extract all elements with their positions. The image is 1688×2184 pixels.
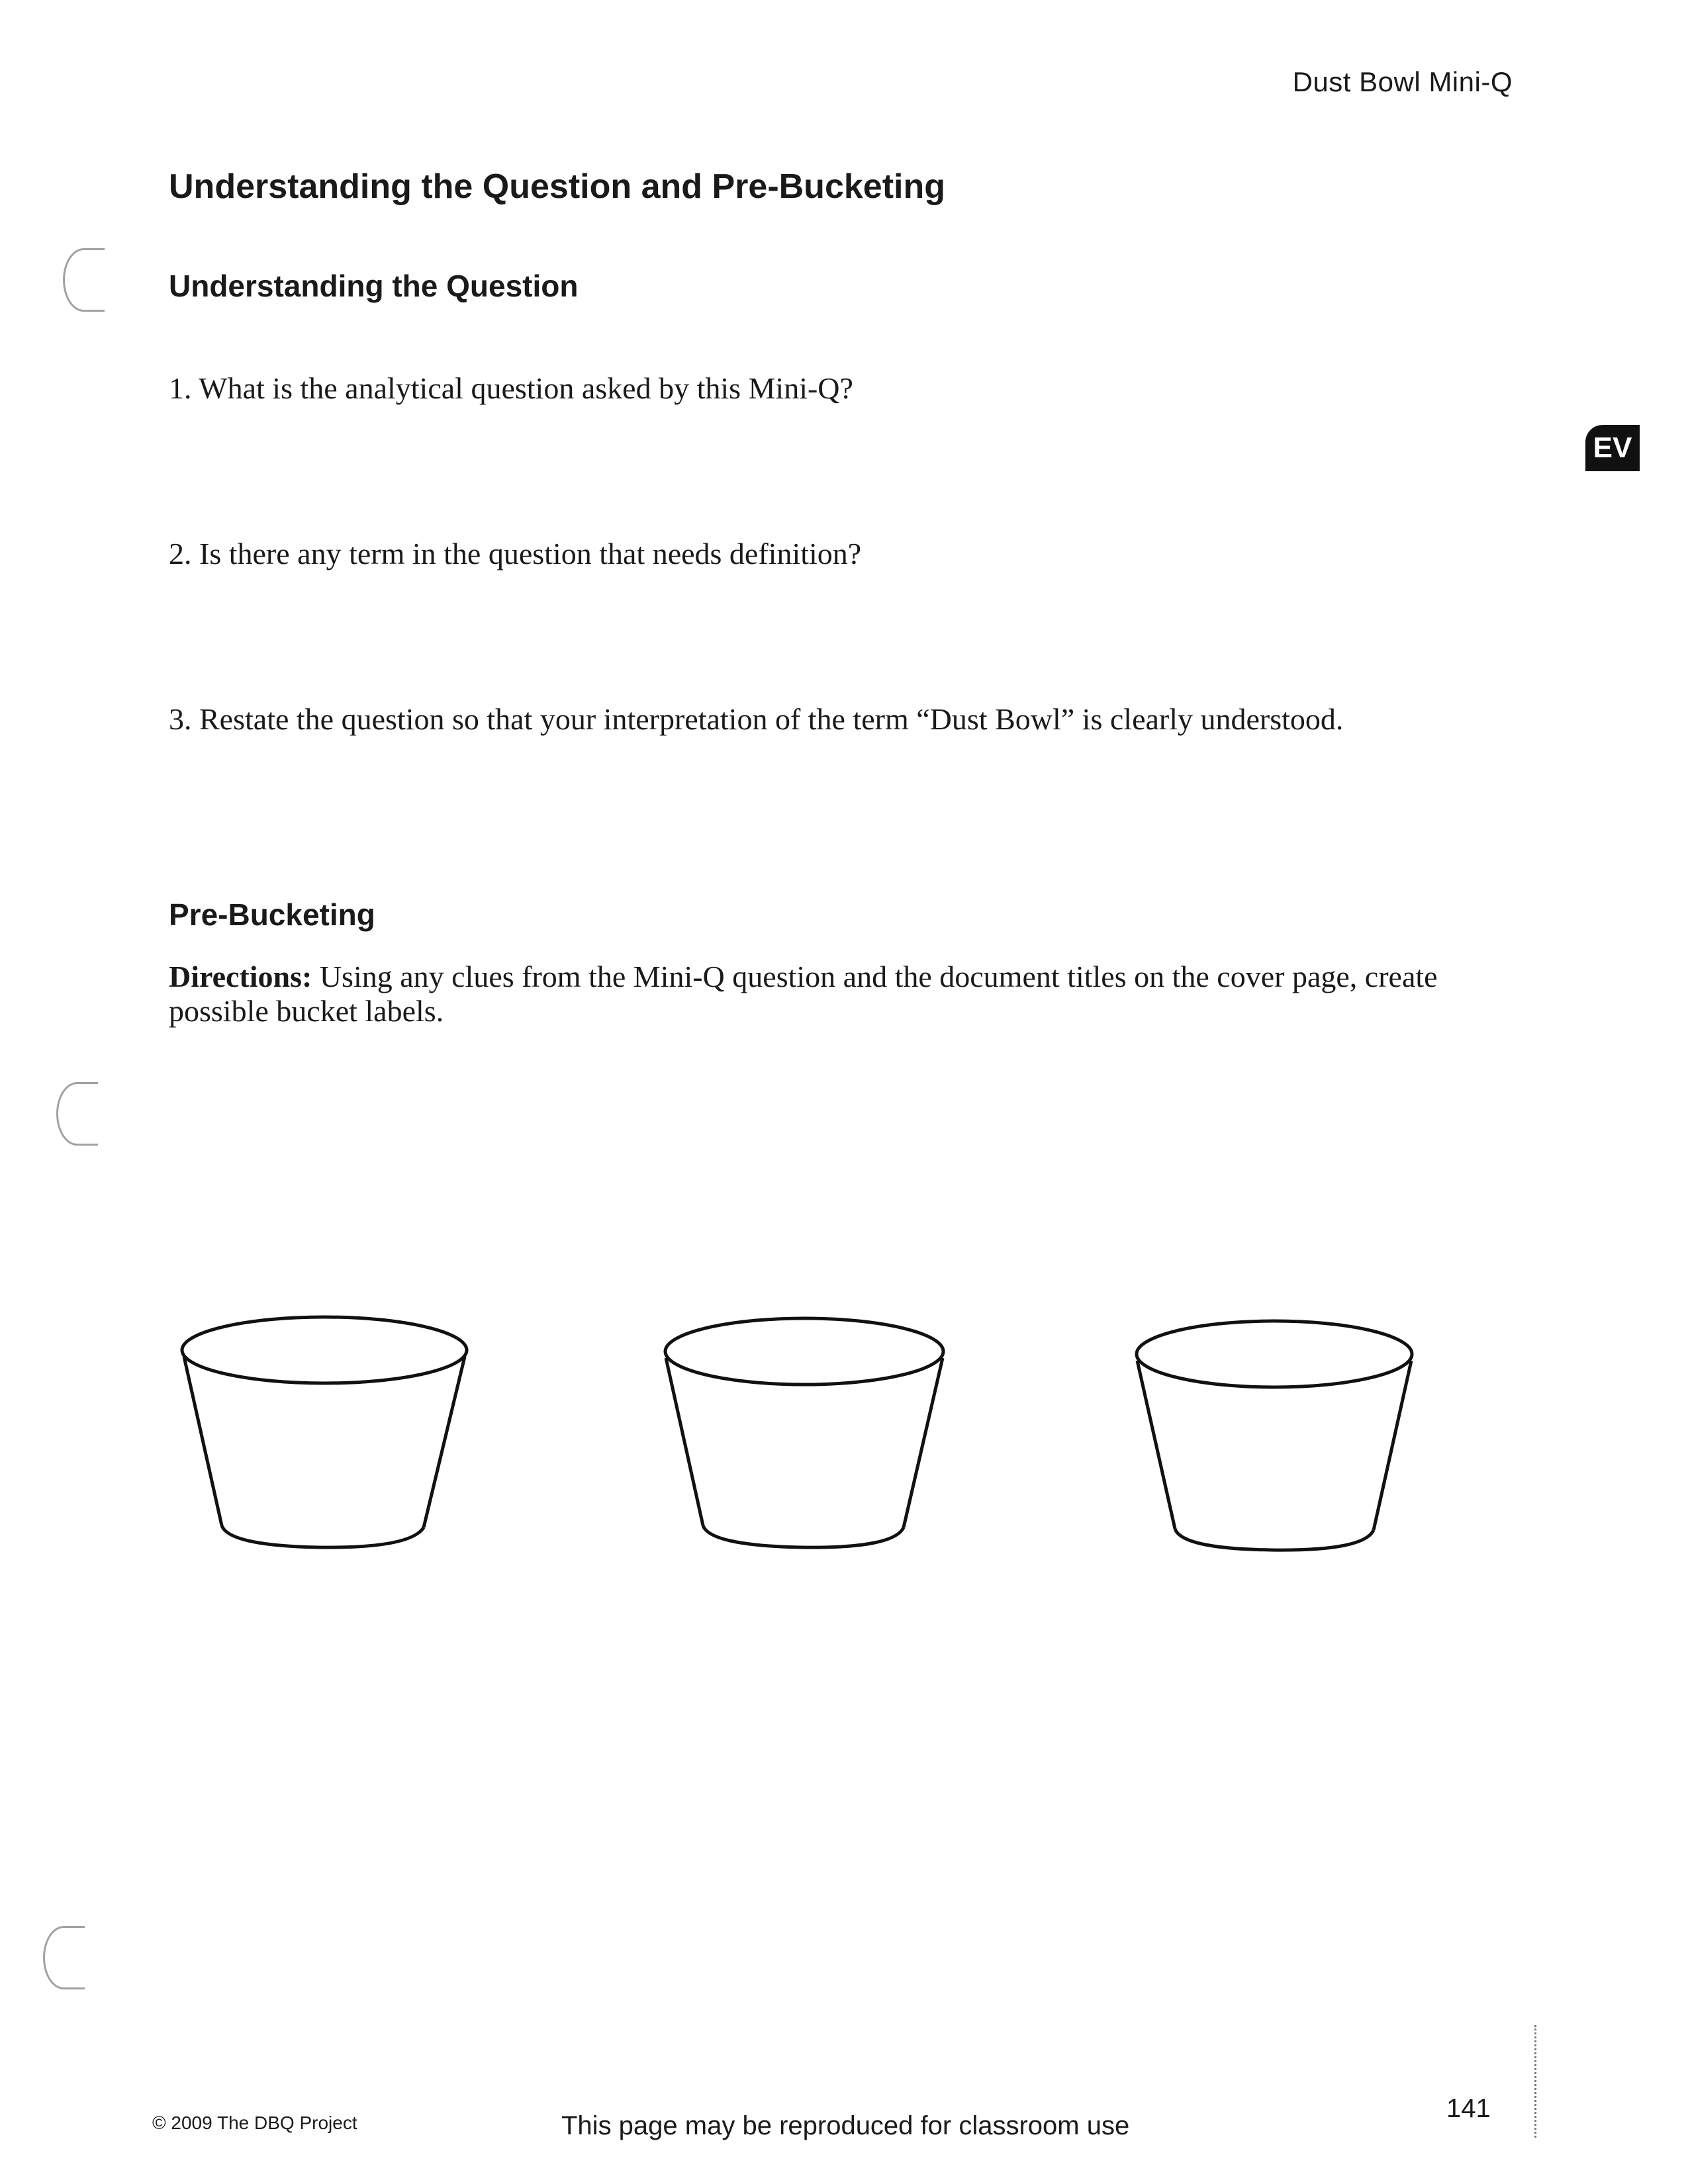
question-2: 2. Is there any term in the question that needs definition? <box>169 537 862 570</box>
binder-hole-top <box>63 248 105 312</box>
ev-badge: EV <box>1585 425 1640 471</box>
understanding-heading: Understanding the Question <box>169 269 579 303</box>
question-3: 3. Restate the question so that your interpretation of the term “Dust Bowl” is clearly understood. <box>169 702 1344 736</box>
directions-text: Using any clues from the Mini-Q question and the document titles on the cover page, create possible bucket labels. <box>169 960 1438 1028</box>
footer-reproduce-notice: This page may be reproduced for classroom use <box>561 2111 1130 2140</box>
directions-label: Directions: <box>169 960 312 993</box>
directions-paragraph <box>169 960 1479 1028</box>
bucket-2 <box>665 1318 943 1547</box>
bucket-3 <box>1137 1321 1412 1550</box>
edge-marks <box>1534 2025 1539 2138</box>
binder-hole-middle <box>56 1082 98 1146</box>
header-label: Dust Bowl Mini-Q <box>1292 66 1513 97</box>
question-1: 1. What is the analytical question asked by this Mini-Q? <box>169 371 853 405</box>
prebucketing-heading: Pre-Bucketing <box>169 897 375 932</box>
buckets-illustration <box>0 1297 1688 1575</box>
page-title: Understanding the Question and Pre-Bucketing <box>169 167 945 206</box>
footer-copyright: © 2009 The DBQ Project <box>152 2113 357 2133</box>
bucket-1 <box>182 1317 467 1547</box>
page-number: 141 <box>1446 2094 1491 2123</box>
binder-hole-bottom <box>43 1926 85 1989</box>
